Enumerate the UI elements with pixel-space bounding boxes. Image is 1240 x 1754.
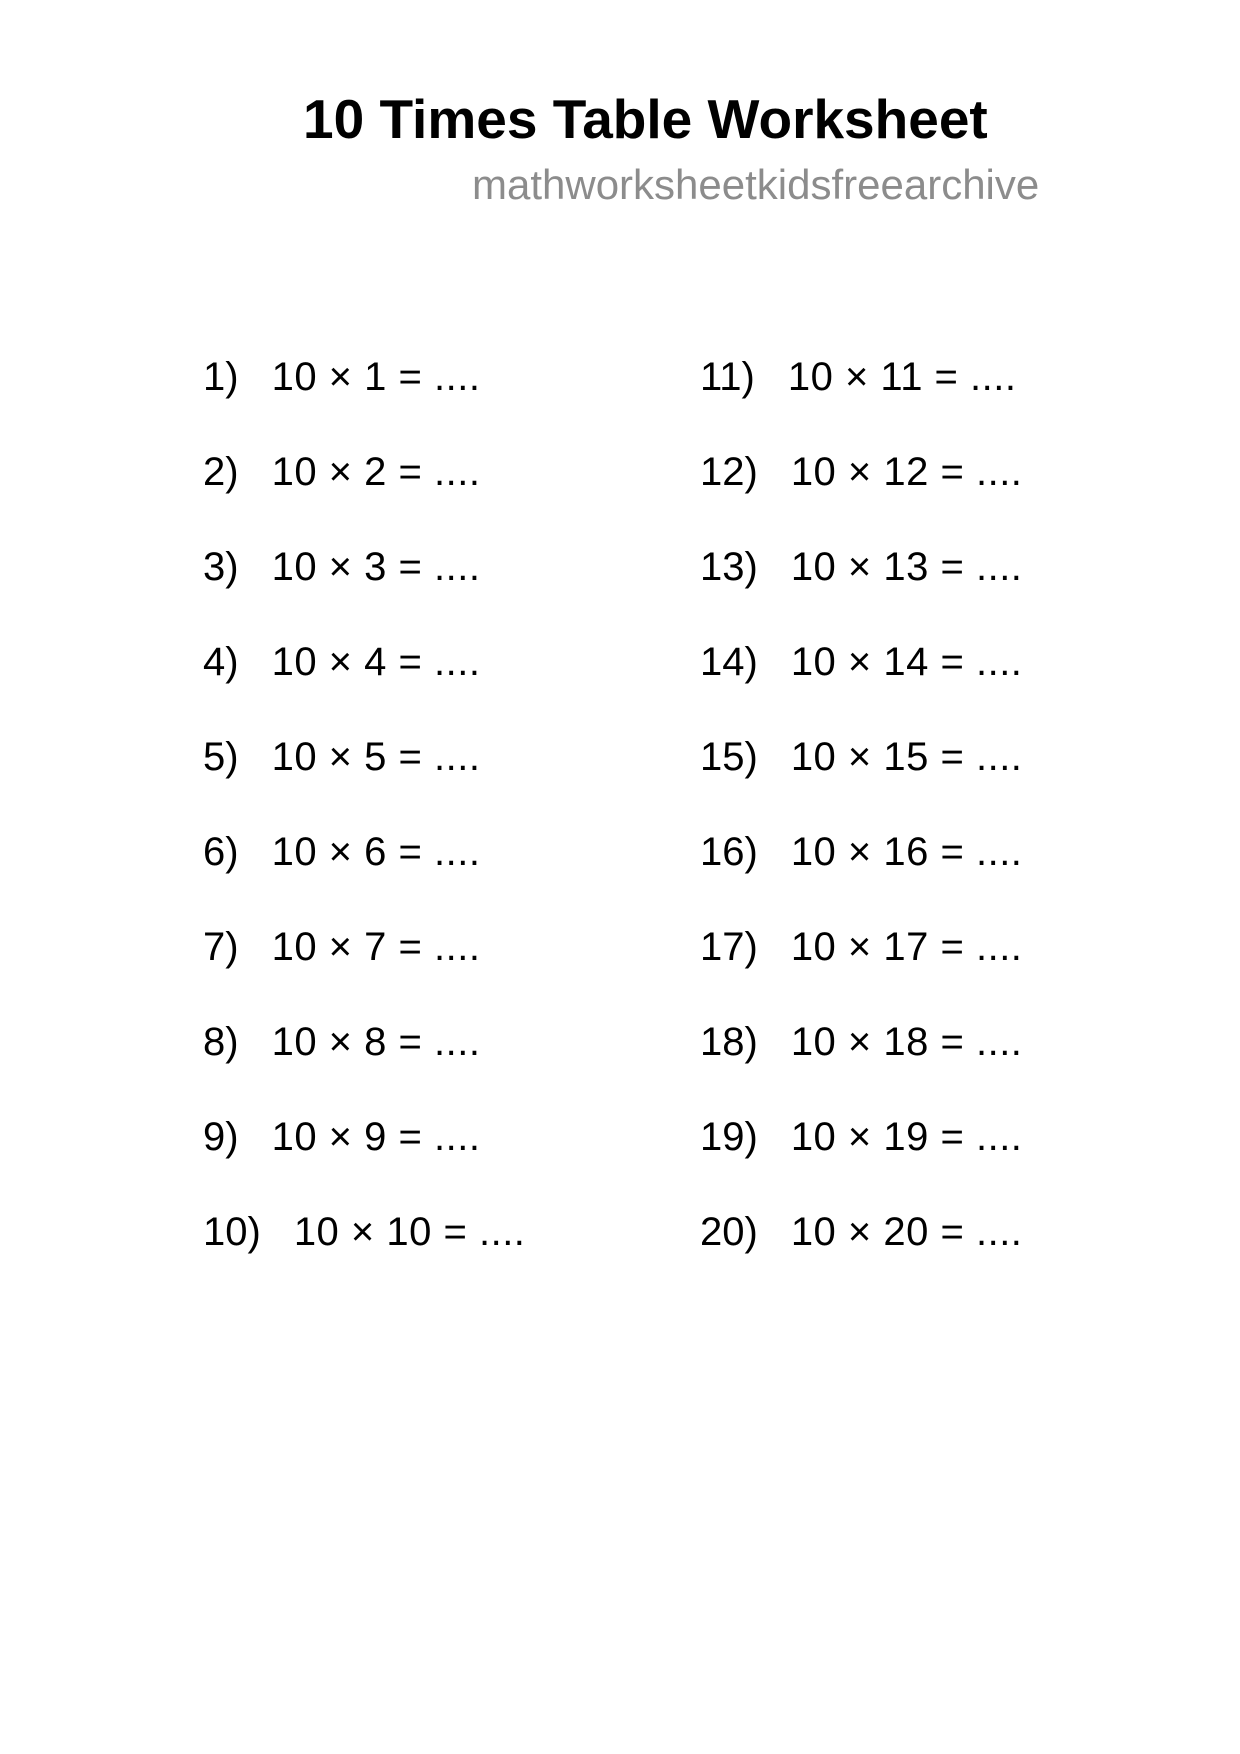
problem-row (700, 900, 1022, 995)
problem-expression: 10 × 7 = .... (271, 925, 481, 969)
problem-expression: 10 × 17 = .... (790, 925, 1023, 969)
problem-row (700, 805, 1022, 900)
problem-expression: 10 × 6 = .... (271, 830, 481, 874)
problem-number: 20) (700, 1210, 758, 1254)
problem-expression: 10 × 9 = .... (271, 1115, 481, 1159)
problem-expression: 10 × 20 = .... (790, 1210, 1023, 1254)
problem-row (203, 1090, 525, 1185)
problem-number: 2) (203, 450, 239, 494)
problem-expression: 10 × 8 = .... (271, 1020, 481, 1064)
problem-expression: 10 × 19 = .... (790, 1115, 1023, 1159)
problem-number: 10) (203, 1210, 261, 1254)
problem-number: 11) (700, 355, 755, 399)
problem-number: 6) (203, 830, 239, 874)
problem-expression: 10 × 1 = .... (271, 355, 481, 399)
problem-row (203, 710, 525, 805)
problem-number: 4) (203, 640, 239, 684)
problem-number: 3) (203, 545, 239, 589)
problem-number: 19) (700, 1115, 758, 1159)
problem-expression: 10 × 13 = .... (790, 545, 1023, 589)
problem-row (700, 710, 1022, 805)
problem-expression: 10 × 5 = .... (271, 735, 481, 779)
problem-row (700, 615, 1022, 710)
site-watermark: mathworksheetkidsfreearchive (472, 161, 1040, 208)
problem-number: 15) (700, 735, 758, 779)
problem-expression: 10 × 18 = .... (790, 1020, 1023, 1064)
problem-number: 18) (700, 1020, 758, 1064)
problem-row (203, 425, 525, 520)
problem-expression: 10 × 15 = .... (790, 735, 1023, 779)
problem-expression: 10 × 14 = .... (790, 640, 1023, 684)
problem-row (700, 995, 1022, 1090)
problem-expression: 10 × 11 = .... (787, 355, 1017, 399)
problem-number: 16) (700, 830, 758, 874)
problem-row (203, 995, 525, 1090)
problems-column-right (700, 330, 1022, 1280)
problems-column-left (203, 330, 525, 1280)
problem-row (203, 1185, 525, 1280)
problem-number: 13) (700, 545, 758, 589)
problem-row (203, 330, 525, 425)
problem-number: 12) (700, 450, 758, 494)
problem-row (203, 900, 525, 995)
problem-number: 8) (203, 1020, 239, 1064)
problem-number: 1) (203, 355, 239, 399)
problem-expression: 10 × 2 = .... (271, 450, 481, 494)
problem-row (203, 805, 525, 900)
problem-number: 17) (700, 925, 758, 969)
problem-expression: 10 × 16 = .... (790, 830, 1023, 874)
page-title: 10 Times Table Worksheet (303, 88, 988, 150)
problem-row (203, 615, 525, 710)
problem-row (700, 330, 1022, 425)
problem-expression: 10 × 10 = .... (293, 1210, 526, 1254)
problem-number: 7) (203, 925, 239, 969)
problem-row (700, 520, 1022, 615)
problem-expression: 10 × 12 = .... (790, 450, 1023, 494)
problem-number: 9) (203, 1115, 239, 1159)
problem-expression: 10 × 3 = .... (271, 545, 481, 589)
problem-row (700, 1185, 1022, 1280)
problem-number: 5) (203, 735, 239, 779)
problem-row (700, 1090, 1022, 1185)
problem-expression: 10 × 4 = .... (271, 640, 481, 684)
problem-row (700, 425, 1022, 520)
problem-number: 14) (700, 640, 758, 684)
problem-row (203, 520, 525, 615)
